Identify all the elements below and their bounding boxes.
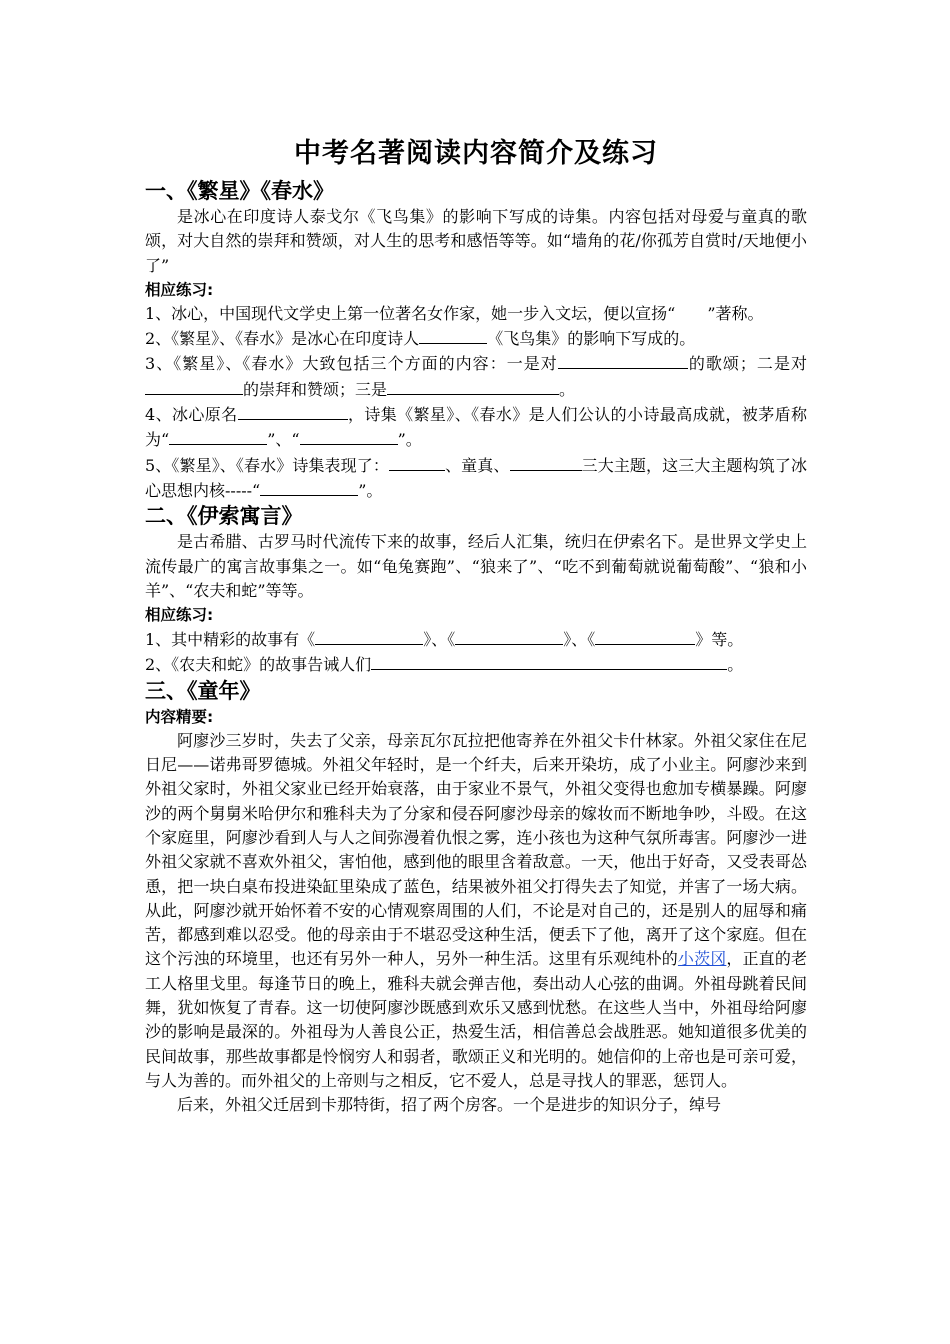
section-heading-aesop: 二、《伊索寓言》 xyxy=(145,504,303,529)
answer-blank[interactable] xyxy=(389,453,445,471)
answer-blank[interactable] xyxy=(387,377,559,395)
question-1-5: 5、《繁星》、《春水》诗集表现了： 、童真、 三大主题，这三大主题构筑了冰心思想内核-----“ ”。 xyxy=(145,453,807,504)
section-heading-childhood: 三、《童年》 xyxy=(145,678,261,703)
answer-blank[interactable] xyxy=(145,377,243,395)
answer-blank[interactable] xyxy=(510,453,582,471)
answer-blank[interactable] xyxy=(455,627,563,645)
summary-paragraph-2: 后来，外祖父迁居到卡那特街，招了两个房客。一个是进步的知识分子，绰号 xyxy=(177,1095,722,1115)
practice-label-2: 相应练习: xyxy=(145,606,214,625)
summary-paragraph-1: 阿廖沙三岁时，失去了父亲，母亲瓦尔瓦拉把他寄养在外祖父卡什林家。外祖父家住在尼日尼——诺弗哥罗德城。外祖父年轻时，是一个纤夫，后来开染坊，成了小业主。阿廖沙来到外祖父家时，外祖父家业已经开始衰落，由于家业不景气，外祖父变得也愈加专横暴躁。阿廖沙的两个舅舅米哈伊尔和雅科夫为了分家和侵吞阿廖沙母亲的嫁妆而不断地争吵，斗殴。在这个家庭里，阿廖沙看到人与人之间弥漫着仇恨之雾，连小孩也为这种气氛所毒害。阿廖沙一进外祖父家就不喜欢外祖父，害怕他，感到他的眼里含着敌意。一天，他出于好奇，又受表哥怂恿，把一块白桌布投进染缸里染成了蓝色，结果被外祖父打得失去了知觉，并害了一场大病。从此，阿廖沙就开始怀着不安的心情观察周围的人们，不论是对自己的，还是别人的屈辱和痛苦，都感到难以忍受。他的母亲由于不堪忍受这种生活，便丢下了他，离开了这个家庭。但在这个污浊的环境里，也还有另外一种人，另外一种生活。这里有乐观纯朴的小茨冈，正直的老工人格里戈里。每逢节日的晚上，雅科夫就会弹吉他，奏出动人心弦的曲调。外祖母跳着民间舞，犹如恢复了青春。这一切使阿廖沙既感到欢乐又感到忧愁。在这些人当中，外祖母给阿廖沙的影响是最深的。外祖母为人善良公正，热爱生活，相信善总会战胜恶。她知道很多优美的民间故事，那些故事都是怜悯穷人和弱者，歌颂正义和光明的。她信仰的上帝也是可亲可爱，与人为善的。而外祖父的上帝则与之相反，它不爱人，总是寻找人的罪恶，惩罚人。 xyxy=(145,730,807,1090)
question-1-2: 2、《繁星》、《春水》是冰心在印度诗人 《飞鸟集》的影响下写成的。 xyxy=(145,326,807,351)
section-intro-aesop: 是古希腊、古罗马时代流传下来的故事，经后人汇集，统归在伊索名下。是世界文学史上流传最广的寓言故事集之一。如“龟兔赛跑”、“狼来了”、“吃不到葡萄就说葡萄酸”、“狼和小羊”、“农夫和蛇”等等。 xyxy=(145,532,807,600)
question-2-2: 2、《农夫和蛇》的故事告诫人们 。 xyxy=(145,652,807,677)
answer-blank[interactable] xyxy=(260,478,358,496)
section-heading-fanxing: 一、《繁星》《春水》 xyxy=(145,179,334,203)
summary-label: 内容精要: xyxy=(145,707,214,726)
document-title: 中考名著阅读内容简介及练习 xyxy=(294,138,658,169)
practice-label-1: 相应练习: xyxy=(145,280,214,299)
answer-blank[interactable] xyxy=(315,627,423,645)
answer-blank[interactable] xyxy=(169,427,267,445)
answer-blank[interactable] xyxy=(595,627,695,645)
document-page xyxy=(145,134,807,1118)
section-intro-fanxing: 是冰心在印度诗人泰戈尔《飞鸟集》的影响下写成的诗集。内容包括对母爱与童真的歌颂，对大自然的崇拜和赞颂，对人生的思考和感悟等等。如“墙角的花/你孤芳自赏时/天地便小了” xyxy=(145,207,807,275)
xiaociguang-link[interactable]: 小茨冈 xyxy=(677,949,727,969)
answer-blank[interactable] xyxy=(558,351,688,369)
question-1-1: 1、冰心，中国现代文学史上第一位著名女作家，她一步入文坛，便以宣扬“ ”著称。 xyxy=(145,303,764,323)
question-1-4: 4、冰心原名 ，诗集《繁星》、《春水》是人们公认的小诗最高成就，被茅盾称为“ ”、“ ”。 xyxy=(145,402,807,453)
answer-blank[interactable] xyxy=(371,652,727,670)
question-2-1: 1、其中精彩的故事有《 》、《 》、《 》等。 xyxy=(145,627,807,652)
answer-blank[interactable] xyxy=(419,326,487,344)
answer-blank[interactable] xyxy=(238,402,348,420)
answer-blank[interactable] xyxy=(300,427,398,445)
question-1-3: 3、《繁星》、《春水》大致包括三个方面的内容：一是对 的歌颂；二是对的崇拜和赞颂；三是 。 xyxy=(145,351,807,402)
